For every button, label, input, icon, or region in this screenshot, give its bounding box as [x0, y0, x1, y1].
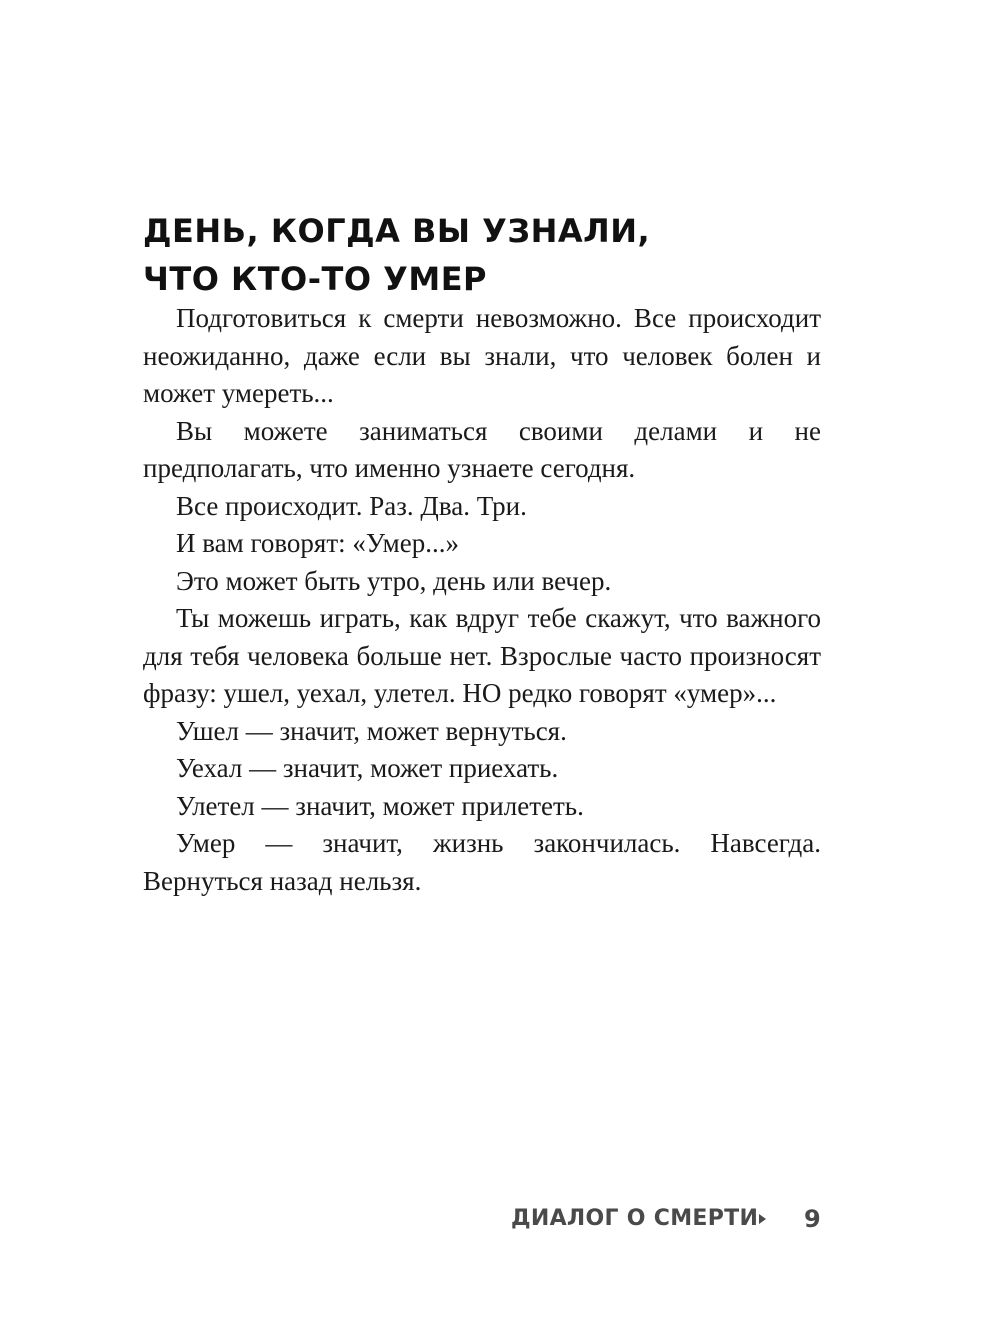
- paragraph: Уехал — значит, может приехать.: [176, 753, 559, 783]
- body-text: [143, 300, 821, 900]
- paragraph: Вы можете заниматься своими делами и не предполагать, что именно узнаете сегодня.: [143, 415, 821, 483]
- paragraph: И вам говорят: «Умер...»: [176, 528, 459, 558]
- running-title: ДИАЛОГ О СМЕРТИ: [511, 1206, 759, 1231]
- paragraph: Подготовиться к смерти невозможно. Все происходит неожиданно, даже если вы знали, что человек болен и может умереть...: [143, 303, 821, 408]
- chapter-heading-line-1: ДЕНЬ, КОГДА ВЫ УЗНАЛИ,: [143, 212, 651, 251]
- chapter-heading: [143, 207, 863, 303]
- paragraph: Умер — значит, жизнь закончилась. Навсегда. Вернуться назад нельзя.: [143, 828, 821, 896]
- page-number: 9: [804, 1205, 821, 1233]
- triangle-right-icon: [759, 1214, 766, 1224]
- chapter-heading-line-2: ЧТО КТО-ТО УМЕР: [143, 260, 487, 299]
- page-footer: [511, 1204, 823, 1234]
- paragraph: Это может быть утро, день или вечер.: [176, 565, 612, 596]
- paragraph: Ушел — значит, может вернуться.: [176, 715, 567, 746]
- paragraph: Улетел — значит, может прилететь.: [176, 790, 584, 821]
- paragraph: Ты можешь играть, как вдруг тебе скажут, что важного для тебя человека больше нет. Взрослые часто произносят фразу: ушел, уехал, улетел. НО редко говорят «умер»...: [143, 603, 821, 708]
- paragraph: Все происходит. Раз. Два. Три.: [176, 490, 527, 521]
